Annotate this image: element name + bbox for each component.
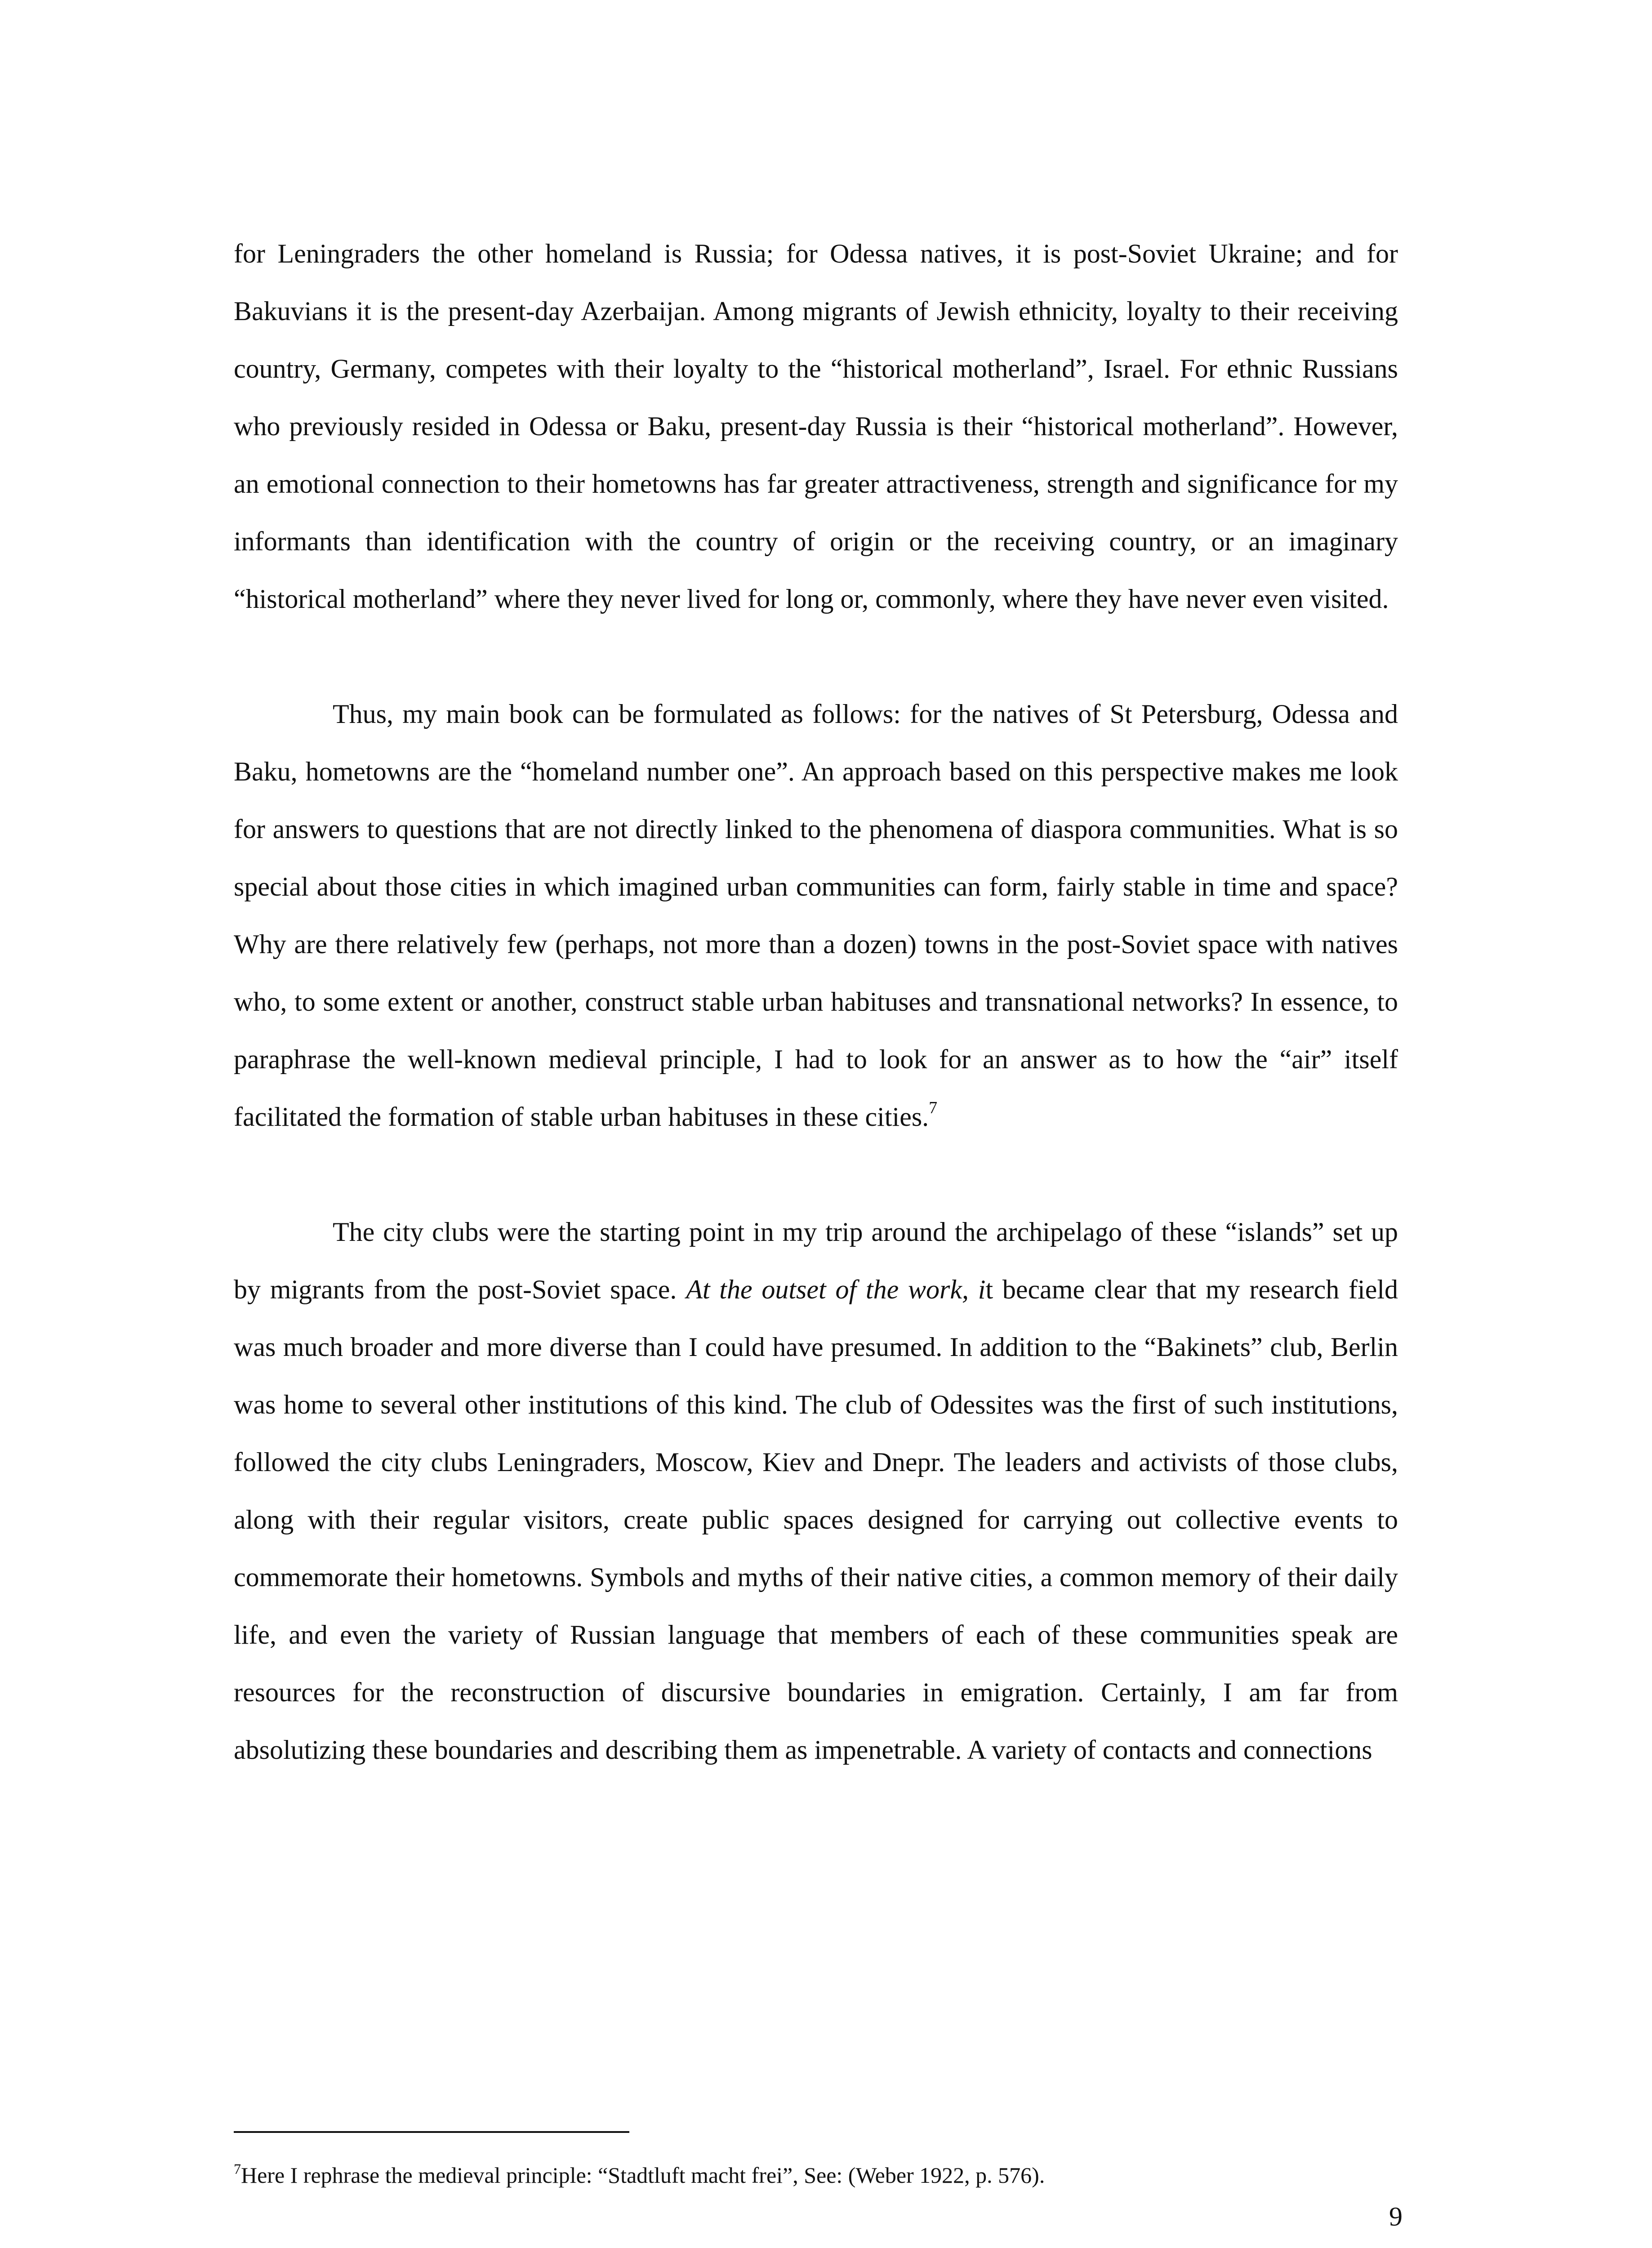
paragraph-2-text: Thus, my main book can be formulated as follows: for the natives of St Petersburg, Odessa and Baku, hometowns are the “homeland number one”. An approach based on this perspective makes me look for answers to questions that are not directly linked to the phenomena of diaspora communities. What is so special about those cities in which imagined urban communities can form, fairly stable in time and space? Why are there relatively few (perhaps, not more than a dozen) towns in the post-Soviet space with natives who, to some extent or another, construct stable urban habituses and transnational networks? In essence, to paraphrase the well-known medieval principle, I had to look for an answer as to how the “air” itself facilitated the formation of stable urban habituses in these cities.: [234, 699, 1398, 1132]
paragraph-3-text-before-italic: The city clubs were the starting point in my trip around the archipelago of these “islands” set up by migrants from the post-Soviet space.: [234, 1217, 1398, 1304]
body-text: [234, 225, 1398, 1779]
paragraph-3-text-after-italic: t became clear that my research field was much broader and more diverse than I could have presumed. In addition to the “Bakinets” club, Berlin was home to several other institutions of this kind. The club of Odessites was the first of such institutions, followed the city clubs Leningraders, Moscow, Kiev and Dnepr. The leaders and activists of those clubs, along with their regular visitors, create public spaces designed for carrying out collective events to commemorate their hometowns. Symbols and myths of their native cities, a common memory of their daily life, and even the variety of Russian language that members of each of these communities speak are resources for the reconstruction of discursive boundaries in emigration. Certainly, I am far from absolutizing these boundaries and describing them as impenetrable. A variety of contacts and connections: [234, 1275, 1398, 1765]
paragraph-1-text: for Leningraders the other homeland is Russia; for Odessa natives, it is post-Soviet Ukraine; and for Bakuvians it is the present-day Azerbaijan. Among migrants of Jewish ethnicity, loyalty to their receiving country, Germany, competes with their loyalty to the “historical motherland”, Israel. For ethnic Russians who previously resided in Odessa or Baku, present-day Russia is their “historical motherland”. However, an emotional connection to their hometowns has far greater attractiveness, strength and significance for my informants than identification with the country of origin or the receiving country, or an imaginary “historical motherland” where they never lived for long or, commonly, where they have never even visited.: [234, 239, 1398, 614]
paragraph-1: [234, 225, 1398, 628]
footnote-separator: [234, 2131, 629, 2133]
footnote-reference[interactable]: 7: [929, 1098, 938, 1117]
footnote-mark: 7: [234, 2161, 241, 2177]
paragraph-2: [234, 685, 1398, 1146]
paragraph-3-italic-text: At the outset of the work, i: [686, 1275, 986, 1304]
paragraph-3: [234, 1203, 1398, 1779]
page-number: 9: [1389, 2202, 1403, 2231]
footnote: [234, 2162, 1398, 2189]
footnote-text: Here I rephrase the medieval principle: “Stadtluft macht frei”, See: (Weber 1922, p. 576).: [241, 2163, 1045, 2188]
